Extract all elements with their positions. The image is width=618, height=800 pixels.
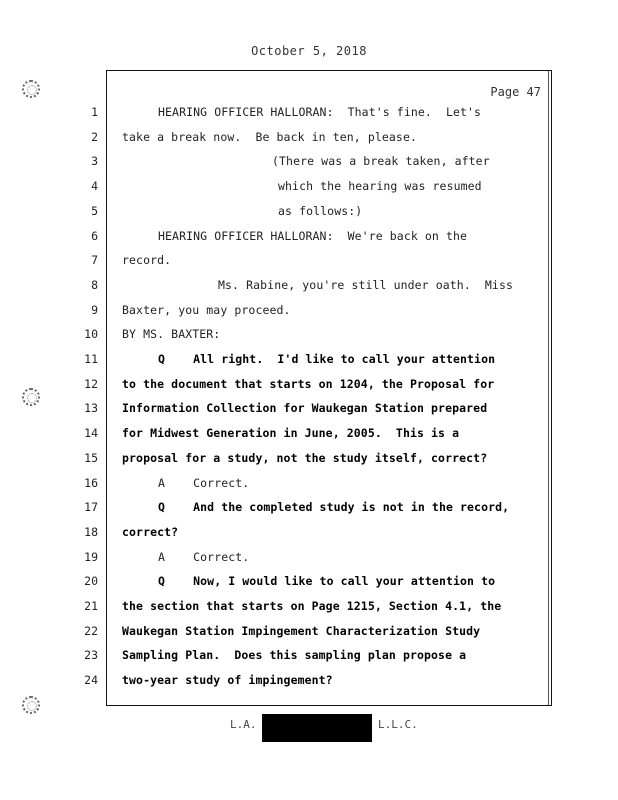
transcript-line: two-year study of impingement? — [122, 673, 333, 688]
line-number: 12 — [84, 376, 98, 391]
line-number: 24 — [84, 673, 98, 688]
transcript-line: for Midwest Generation in June, 2005. This is a — [122, 426, 460, 441]
transcript-line: which the hearing was resumed — [278, 179, 482, 194]
hole-punch-top — [22, 80, 40, 98]
transcript-line: Ms. Rabine, you're still under oath. Miss — [218, 277, 513, 292]
line-number: 19 — [84, 549, 98, 564]
footer-left: L.A. — [230, 718, 257, 731]
line-number: 14 — [84, 426, 98, 441]
transcript-line: record. — [122, 253, 172, 268]
line-number: 6 — [91, 228, 98, 243]
line-number: 3 — [91, 154, 98, 169]
transcript-line: as follows:) — [278, 203, 363, 218]
transcript-line: BY MS. BAXTER: — [122, 327, 221, 342]
line-number: 18 — [84, 524, 98, 539]
line-number: 22 — [84, 623, 98, 638]
transcript-line: proposal for a study, not the study itself, correct? — [122, 450, 488, 465]
transcript-line: correct? — [122, 524, 179, 539]
hole-punch-middle — [22, 388, 40, 406]
transcript-line: Q Now, I would like to call your attention to — [158, 574, 496, 589]
page-header-date: October 5, 2018 — [251, 44, 367, 58]
transcript-line: Information Collection for Waukegan Station prepared — [122, 401, 488, 416]
line-number: 9 — [91, 302, 98, 317]
line-number: 5 — [91, 203, 98, 218]
transcript-line: (There was a break taken, after — [272, 154, 490, 169]
transcript-line: HEARING OFFICER HALLORAN: That's fine. Let's — [158, 105, 482, 119]
transcript-line: Waukegan Station Impingement Characterization Study — [122, 623, 481, 638]
transcript-line: Baxter, you may proceed. — [122, 302, 291, 317]
line-number: 1 — [91, 105, 98, 119]
transcript-line: Sampling Plan. Does this sampling plan propose a — [122, 648, 467, 663]
line-number: 21 — [84, 599, 98, 613]
line-number: 8 — [91, 277, 98, 292]
transcript-line: Q And the completed study is not in the record, — [158, 500, 510, 515]
line-number: 15 — [84, 450, 98, 465]
line-number: 2 — [91, 129, 98, 144]
line-number: 10 — [84, 327, 98, 342]
line-number: 23 — [84, 648, 98, 663]
hole-punch-bottom — [22, 696, 40, 714]
redaction-bar — [262, 714, 372, 742]
line-number: 16 — [84, 475, 98, 490]
transcript-line: A Correct. — [158, 549, 250, 564]
transcript-line: take a break now. Be back in ten, please. — [122, 129, 417, 144]
transcript-line: the section that starts on Page 1215, Section 4.1, the — [122, 599, 502, 613]
footer-right: L.L.C. — [378, 718, 418, 731]
line-number: 11 — [84, 352, 98, 366]
line-number: 13 — [84, 401, 98, 416]
line-number: 7 — [91, 253, 98, 268]
transcript-line: to the document that starts on 1204, the Proposal for — [122, 376, 495, 391]
transcript-line: A Correct. — [158, 475, 250, 490]
transcript-line: HEARING OFFICER HALLORAN: We're back on the — [158, 228, 468, 243]
transcript-line: Q All right. I'd like to call your attention — [158, 352, 496, 366]
line-number: 20 — [84, 574, 98, 589]
page-label: Page 47 — [490, 85, 541, 99]
line-number: 17 — [84, 500, 98, 515]
line-number: 4 — [91, 179, 98, 194]
